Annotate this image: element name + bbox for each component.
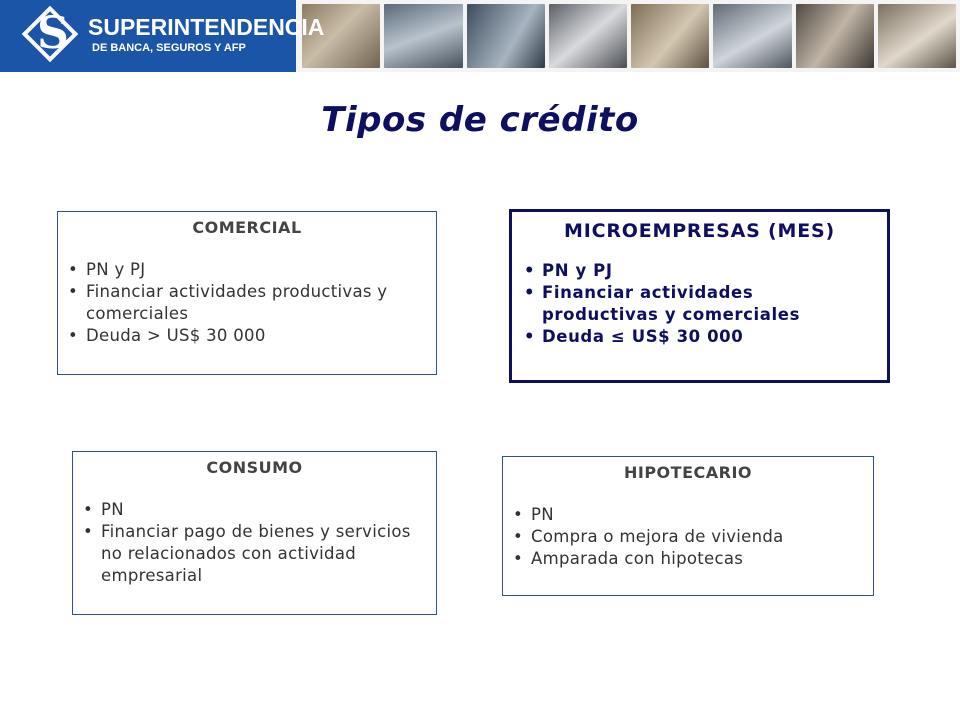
logo-symbol: S xyxy=(37,8,69,59)
box-consumo-title: CONSUMO xyxy=(206,458,303,477)
list-item: • PN y PJ xyxy=(524,260,875,282)
list-item: • Amparada con hipotecas xyxy=(513,548,863,570)
photo-keyboard-enter xyxy=(467,4,545,68)
list-item: • Compra o mejora de vivienda xyxy=(513,526,863,548)
box-comercial-title: COMERCIAL xyxy=(192,218,302,237)
photo-money xyxy=(549,4,627,68)
box-hipotecario xyxy=(502,456,874,596)
list-item: • Deuda > US$ 30 000 xyxy=(68,325,426,347)
list-item: • Financiar pago de bienes y servicios no relacionados con actividad empresarial xyxy=(83,521,426,587)
box-microempresas-list xyxy=(524,260,875,348)
logo-text xyxy=(88,15,324,55)
photo-handshake xyxy=(796,4,874,68)
list-item: • PN y PJ xyxy=(68,259,426,281)
sbs-logo xyxy=(0,0,325,72)
box-comercial-list xyxy=(68,259,426,347)
list-item: • Financiar actividades productivas y comerciales xyxy=(524,282,875,326)
list-item: • PN xyxy=(513,504,863,526)
logo-line2: DE BANCA, SEGUROS Y AFP xyxy=(92,42,246,54)
header-banner xyxy=(0,0,960,72)
logo-line1: SUPERINTENDENCIA xyxy=(88,14,325,40)
box-microempresas-title: MICROEMPRESAS (MES) xyxy=(564,220,835,242)
list-item: • Deuda ≤ US$ 30 000 xyxy=(524,326,875,348)
box-hipotecario-list xyxy=(513,504,863,570)
list-item: • Financiar actividades productivas y comerciales xyxy=(68,281,426,325)
box-hipotecario-title: HIPOTECARIO xyxy=(623,463,752,482)
photo-signing xyxy=(878,4,956,68)
box-microempresas xyxy=(509,209,890,383)
page-title: Tipos de crédito xyxy=(321,100,639,140)
box-consumo-list xyxy=(83,499,426,587)
box-comercial xyxy=(57,211,437,375)
list-item: • PN xyxy=(83,499,426,521)
photo-card-terminal xyxy=(713,4,791,68)
box-consumo xyxy=(72,451,437,615)
photo-documents xyxy=(631,4,709,68)
photo-strip xyxy=(296,0,960,72)
photo-building xyxy=(384,4,462,68)
